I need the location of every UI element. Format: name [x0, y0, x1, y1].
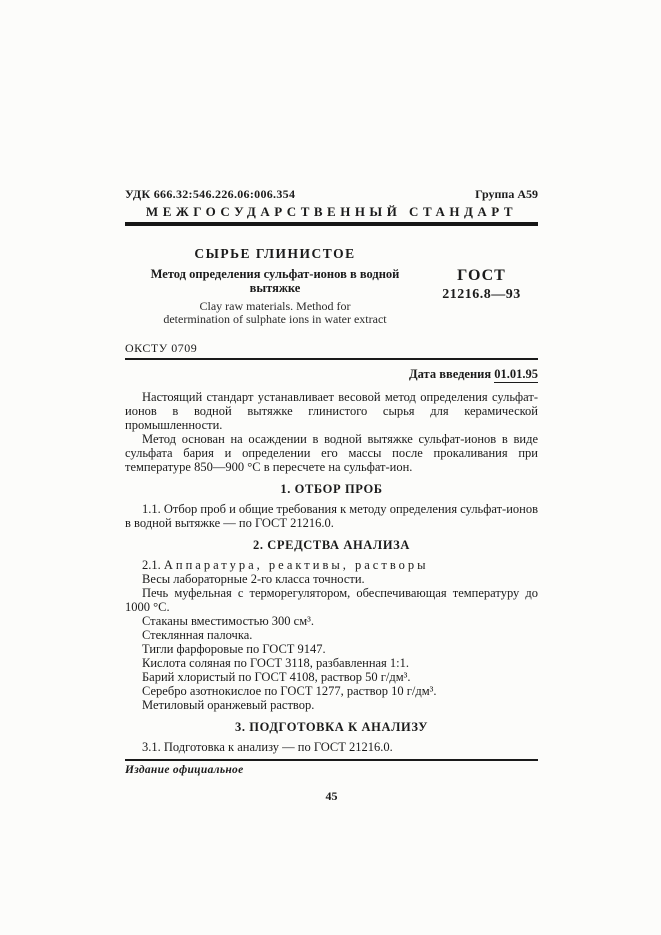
reagent-list-item: Серебро азотнокислое по ГОСТ 1277, раствор 10 г/дм³. — [142, 684, 437, 698]
header-thick-rule — [125, 222, 538, 226]
standard-type-heading: МЕЖГОСУДАРСТВЕННЫЙ СТАНДАРТ — [145, 204, 518, 219]
effective-date-value: 01.01.95 — [494, 367, 538, 381]
reagent-list-item: Тигли фарфоровые по ГОСТ 9147. — [142, 642, 326, 656]
section-heading-preparation: 3. ПОДГОТОВКА К АНАЛИЗУ — [235, 720, 428, 734]
reagent-list-item: Барий хлористый по ГОСТ 4108, раствор 50 г/дм³. — [142, 670, 411, 684]
title-block — [125, 246, 538, 326]
document-content — [125, 187, 538, 804]
reagent-list-item: Метиловый оранжевый раствор. — [142, 698, 315, 712]
group-code: Группа А59 — [475, 187, 538, 201]
document-subtitle-english — [125, 300, 425, 326]
title-column — [125, 246, 425, 326]
subsection-number: 2.1. — [142, 558, 161, 572]
intro-paragraph: Метод основан на осаждении в водной вытяжке сульфат-ионов в виде сульфата бария и определении его массы после прокаливания при температуре 850—900 °С в пересчете на сульфат-ион. — [125, 432, 538, 474]
reagent-list-item: Стаканы вместимостью 300 см³. — [142, 614, 314, 628]
gost-label: ГОСТ — [457, 267, 506, 284]
intro-text — [125, 390, 538, 474]
document-header — [125, 187, 538, 201]
okstu-rule — [125, 358, 538, 360]
subsection-title — [125, 558, 538, 572]
designation-column — [425, 246, 538, 326]
reagent-list-item: Весы лабораторные 2-го класса точности. — [142, 572, 365, 586]
okstu-code: ОКСТУ 0709 — [125, 341, 198, 355]
section-heading-analysis-means: 2. СРЕДСТВА АНАЛИЗА — [252, 538, 410, 552]
gost-number: 21216.8—93 — [442, 287, 521, 302]
section-paragraph: 1.1. Отбор проб и общие требования к методу определения сульфат-ионов в водной вытяжке — по ГОСТ 21216.0. — [125, 502, 538, 530]
edition-note: Издание официальное — [125, 764, 244, 776]
section-heading-sampling: 1. ОТБОР ПРОБ — [280, 482, 383, 496]
effective-date-label: Дата введения — [409, 367, 492, 381]
subsection-title-text: Аппаратура, реактивы, растворы — [163, 558, 429, 572]
page-number: 45 — [325, 789, 338, 803]
reagent-list-item: Стеклянная палочка. — [142, 628, 253, 642]
reagent-list-item: Кислота соляная по ГОСТ 3118, разбавленная 1:1. — [142, 656, 410, 670]
subtitle-en-line2: determination of sulphate ions in water extract — [163, 312, 387, 326]
document-title: СЫРЬЕ ГЛИНИСТОЕ — [194, 246, 356, 261]
udk-classification: УДК 666.32:546.226.06:006.354 — [125, 187, 296, 201]
effective-date-line — [125, 367, 538, 382]
reagent-list-item: Печь муфельная с терморегулятором, обеспечивающая температуру до 1000 °С. — [125, 586, 538, 614]
subtitle-en-line1: Clay raw materials. Method for — [199, 299, 351, 313]
intro-paragraph: Настоящий стандарт устанавливает весовой метод определения сульфат-ионов в водной вытяжке глинистого сырья для керамической промышленности. — [125, 390, 538, 432]
footer-rule — [125, 759, 538, 761]
document-subtitle: Метод определения сульфат-ионов в водной вытяжке — [150, 267, 400, 295]
section-paragraph: 3.1. Подготовка к анализу — по ГОСТ 21216.0. — [142, 740, 393, 754]
